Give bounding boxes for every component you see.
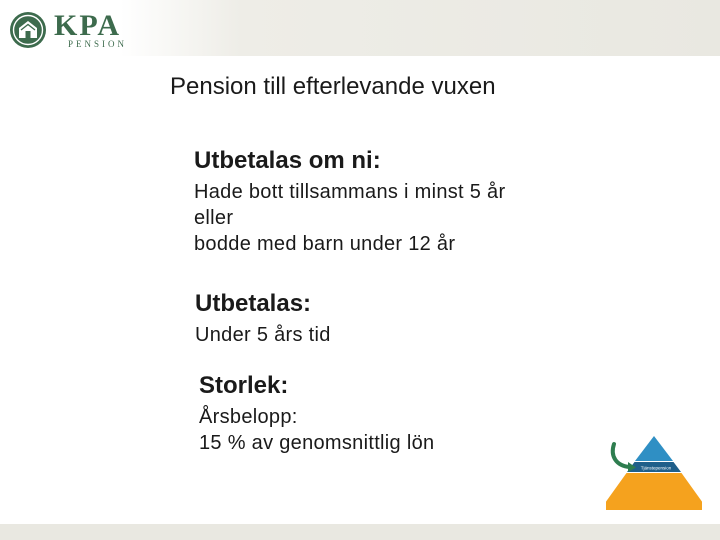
section-line: 15 % av genomsnittlig lön <box>199 432 435 454</box>
section-line: bodde med barn under 12 år <box>194 233 456 255</box>
kpa-emblem-icon <box>8 10 48 50</box>
section-heading: Utbetalas om ni: <box>194 147 381 174</box>
section-line: Under 5 års tid <box>195 324 331 346</box>
section-utbetalas <box>195 290 331 348</box>
section-line: Årsbelopp: <box>199 406 298 428</box>
section-storlek <box>199 372 434 456</box>
section-utbetalas-om-ni <box>194 147 505 257</box>
footer-band <box>0 524 720 540</box>
section-line: Hade bott tillsammans i minst 5 år <box>194 181 506 203</box>
slide-title: Pension till efterlevande vuxen <box>170 73 496 100</box>
pension-pyramid-graphic <box>606 434 702 514</box>
section-line: eller <box>194 207 234 229</box>
logo-wordmark: KPA <box>54 9 122 42</box>
pyramid-label: Tjänstepension <box>640 465 672 471</box>
section-heading: Storlek: <box>199 372 289 399</box>
logo-subtitle: PENSION <box>68 39 128 49</box>
curved-arrow-icon <box>613 444 630 467</box>
kpa-pension-logo <box>8 10 148 52</box>
pyramid-top-tier <box>635 436 673 461</box>
section-heading: Utbetalas: <box>195 290 312 317</box>
pyramid-bottom-tier <box>606 473 702 510</box>
